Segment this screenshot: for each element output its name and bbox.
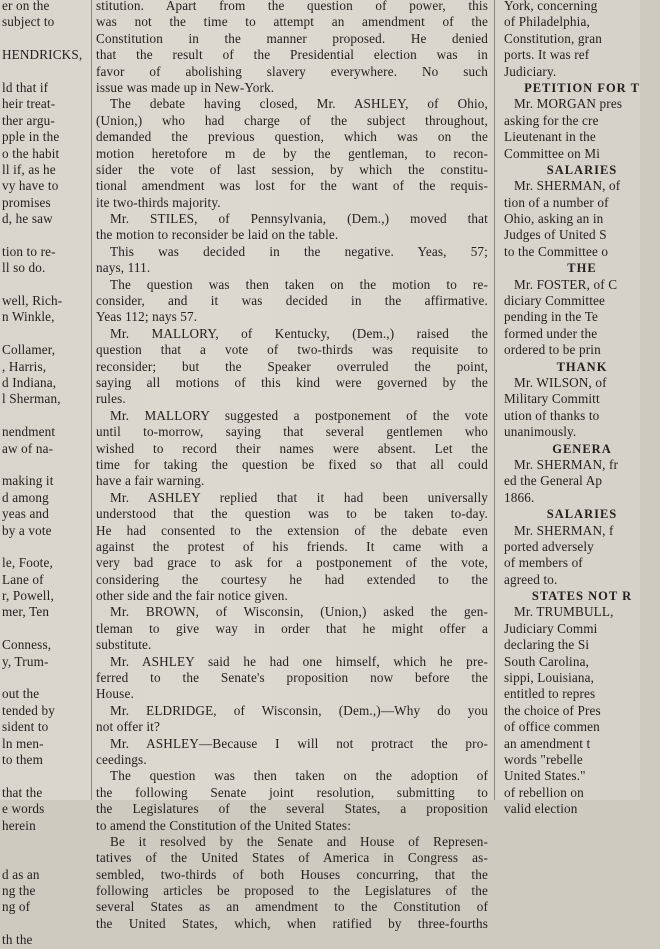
right-line: ed the General Ap: [504, 473, 603, 489]
article-line: The debate having closed, Mr. ASHLEY, of Ohio,: [110, 96, 488, 112]
right-line: entitled to repres: [504, 686, 596, 702]
article-line: motion heretofore m de by the gentleman, to recon-: [96, 145, 488, 161]
left-line: herein: [2, 817, 36, 833]
article-line: ite two-thirds majority.: [96, 194, 221, 210]
article-line: Mr. BROWN, of Wisconsin, (Union,) asked the gen-: [110, 604, 488, 620]
left-line: aw of na-: [2, 440, 54, 456]
left-line: yeas and: [2, 506, 49, 522]
section-heading: STATES NOT R: [531, 589, 633, 604]
right-line: Mr. TRUMBULL,: [514, 604, 614, 620]
article-line: Mr. MALLORY, of Kentucky, (Dem.,) raised the: [110, 325, 488, 341]
article-line: stitution. Apart from the question of power, this: [96, 0, 488, 13]
right-line: ported adversely: [504, 538, 594, 554]
right-line: diciary Committee: [504, 293, 606, 309]
right-line: to the Committee o: [504, 243, 609, 259]
left-line: vy have to: [2, 178, 59, 194]
left-line: ng the: [2, 883, 36, 899]
article-line: consider, and it was decided in the affirmative.: [96, 293, 488, 309]
article-line: saying all motions of this kind were governed by the: [96, 374, 488, 390]
left-line: [0, 227, 88, 243]
right-line: Mr. FOSTER, of C: [514, 276, 618, 292]
right-line: United States.": [504, 768, 586, 784]
left-line: d Indiana,: [2, 374, 57, 390]
left-line: e words: [2, 801, 45, 817]
article-line: ferred to the Senate's proposition now before the: [96, 670, 488, 686]
section-heading: SALARIES: [546, 162, 618, 177]
middle-column: [96, 0, 488, 931]
left-line: [0, 670, 88, 686]
article-line: Yeas 112; nays 57.: [96, 309, 198, 325]
right-line: Judiciary.: [504, 63, 557, 79]
left-line: ng of: [2, 899, 31, 915]
article-line: substitute.: [96, 637, 152, 653]
right-line: words "rebelle: [504, 751, 583, 767]
right-line: Military Committ: [504, 391, 600, 407]
article-line: favor of abolishing slavery everywhere. No such: [96, 63, 488, 79]
article-line: Constitution in the manner proposed. He denied: [96, 30, 488, 46]
left-line: [0, 768, 88, 784]
article-line: against the protest of his friends. It came with a: [96, 538, 488, 554]
left-line: Collamer,: [2, 342, 56, 358]
article-line: tional amendment was lost for the want of the requis-: [96, 178, 488, 194]
left-line: pple in the: [2, 129, 60, 145]
left-line: tended by: [2, 702, 55, 718]
article-line: several States as an amendment to the Constitution of: [96, 899, 488, 915]
left-line: well, Rich-: [2, 293, 63, 309]
column-rule-right: [494, 0, 495, 800]
left-line: [0, 457, 88, 473]
article-line: not offer it?: [96, 719, 160, 735]
article-line: Mr. ASHLEY said he had one himself, which he pre-: [110, 653, 488, 669]
left-line: [0, 850, 88, 866]
left-line: ln men-: [2, 735, 44, 751]
left-line: [0, 408, 88, 424]
article-line: Mr. ASHLEY replied that it had been universally: [110, 489, 488, 505]
left-line: [0, 64, 88, 80]
right-line: Constitution, gran: [504, 30, 602, 46]
article-line: Mr. STILES, of Pennsylvania, (Dem.,) moved that: [110, 211, 488, 227]
right-line: of members of: [504, 555, 583, 571]
right-line: Mr. SHERMAN, f: [514, 522, 614, 538]
right-line: York, concerning: [504, 0, 598, 13]
article-line: the motion to reconsider be laid on the table.: [96, 227, 339, 243]
article-line: question that a vote of two-thirds was requisite to: [96, 342, 488, 358]
left-line: er on the: [2, 0, 50, 13]
article-line: Mr. ASHLEY—Because I will not protract the pro-: [110, 735, 488, 751]
left-line: subject to: [2, 14, 55, 30]
left-line: tion to re-: [2, 243, 56, 259]
column-rule-left: [91, 0, 92, 800]
right-line: Lieutenant in the: [504, 129, 596, 145]
left-line: [0, 326, 88, 342]
right-line: valid election: [504, 801, 578, 817]
right-line: South Carolina,: [504, 653, 590, 669]
article-line: tatives of the United States of America in Congress as-: [96, 850, 488, 866]
article-line: The question was then taken on the adoption of: [110, 768, 488, 784]
article-line: wished to record their names were absent. Let the: [96, 440, 488, 456]
article-line: the Legislatures of the several States, a proposition: [96, 801, 488, 817]
right-line: Ohio, asking an in: [504, 211, 604, 227]
right-line: formed under the: [504, 325, 598, 341]
left-column: [0, 0, 88, 948]
right-line: unanimously.: [504, 424, 577, 440]
left-line: mer, Ten: [2, 604, 50, 620]
article-line: Mr. ELDRIDGE, of Wisconsin, (Dem.,)—Why do you: [110, 702, 488, 718]
right-line: of Philadelphia,: [504, 14, 590, 30]
right-line: pending in the Te: [504, 309, 599, 325]
article-line: considering the courtesy he had extended to the: [96, 571, 488, 587]
article-line: have a fair warning.: [96, 473, 205, 489]
right-line: tion of a number of: [504, 194, 609, 210]
left-line: that the: [2, 784, 43, 800]
left-line: making it: [2, 473, 54, 489]
right-line: 1866.: [504, 489, 535, 505]
article-line: that the result of the Presidential election was in: [96, 47, 488, 63]
left-line: d among: [2, 489, 49, 505]
article-line: He had consented to the extension of the debate even: [96, 522, 488, 538]
left-line: l Sherman,: [2, 391, 61, 407]
right-line: sippi, Louisiana,: [504, 670, 595, 686]
left-line: d, he saw: [2, 211, 53, 227]
left-line: by a vote: [2, 522, 52, 538]
article-line: until to-morrow, saying that several gentlemen who: [96, 424, 488, 440]
article-line: the following Senate joint resolution, submitting to: [96, 784, 488, 800]
left-line: th the: [2, 932, 33, 948]
right-column: [500, 0, 660, 817]
section-heading: SALARIES: [546, 507, 618, 522]
left-line: [0, 621, 88, 637]
article-line: issue was made up in New-York.: [96, 79, 275, 95]
right-line: agreed to.: [504, 571, 558, 587]
left-line: [0, 277, 88, 293]
left-line: y, Trum-: [2, 653, 49, 669]
left-line: o the habit: [2, 145, 60, 161]
right-line: Judges of United S: [504, 227, 607, 243]
left-line: , Harris,: [2, 358, 47, 374]
right-line: ution of thanks to: [504, 407, 600, 423]
left-line: [0, 834, 88, 850]
article-line: Be it resolved by the Senate and House of Represen-: [110, 833, 488, 849]
article-line: reconsider; but the Speaker overruled the point,: [96, 358, 488, 374]
article-line: following articles be proposed to the Legislatures of the: [96, 883, 488, 899]
right-line: of rebellion on: [504, 784, 584, 800]
article-line: ceedings.: [96, 751, 147, 767]
section-heading: GENERA: [552, 441, 612, 456]
left-line: Conness,: [2, 637, 52, 653]
article-line: House.: [96, 686, 134, 702]
left-line: ll so do.: [2, 260, 46, 276]
left-line: promises: [2, 194, 51, 210]
right-line: declaring the Si: [504, 637, 590, 653]
section-heading: THE: [567, 261, 597, 276]
article-line: rules.: [96, 391, 126, 407]
right-column-body: [500, 0, 660, 818]
article-line: other side and the fair notice given.: [96, 588, 288, 604]
right-line: Mr. SHERMAN, of: [514, 178, 621, 194]
right-line: of office commen: [504, 719, 600, 735]
left-line: nendment: [2, 424, 56, 440]
right-line: ports. It was ref: [504, 47, 590, 63]
article-line: This was decided in the negative. Yeas, 57;: [110, 243, 488, 259]
article-line: demanded the previous question, which was on the: [96, 129, 488, 145]
article-line: Mr. MALLORY suggested a postponement of the vote: [110, 407, 488, 423]
right-line: asking for the cre: [504, 112, 599, 128]
article-line: The question was then taken on the motion to re-: [110, 276, 488, 292]
article-line: time for taking the question be fixed so that all could: [96, 456, 488, 472]
left-line: sident to: [2, 719, 49, 735]
article-line: (Union,) who had charge of the subject throughout,: [96, 112, 488, 128]
right-line: Mr. WILSON, of: [514, 374, 607, 390]
right-line: Judiciary Commi: [504, 620, 598, 636]
article-line: sembled, two-thirds of both Houses concurring, that the: [96, 866, 488, 882]
left-line: heir treat-: [2, 96, 56, 112]
article-line: nays, 111.: [96, 260, 151, 276]
article-line: very bad grace to ask for a postponement of the vote,: [96, 555, 488, 571]
left-line: [0, 31, 88, 47]
article-line: sider the vote of last session, by which the constitu-: [96, 161, 488, 177]
left-line: to them: [2, 751, 43, 767]
right-line: ordered to be prin: [504, 342, 601, 358]
right-line: Mr. SHERMAN, fr: [514, 456, 619, 472]
left-line: [0, 916, 88, 932]
section-heading: PETITION FOR T: [524, 80, 640, 95]
article-line: to amend the Constitution of the United States:: [96, 817, 352, 833]
left-line: ld that if: [2, 79, 49, 95]
right-line: Committee on Mi: [504, 145, 601, 161]
article-line: understood that the question was to be taken to-day.: [96, 506, 488, 522]
left-line: ll if, as he: [2, 161, 56, 177]
left-column-body: [0, 0, 88, 949]
left-line: [0, 539, 88, 555]
article-line: was not the time to attempt an amendment of the: [96, 14, 488, 30]
left-line: r, Powell,: [2, 588, 54, 604]
left-line: out the: [2, 686, 40, 702]
article-line: the United States, which, when ratified by three-fourths: [96, 915, 488, 931]
middle-column-body: [96, 0, 488, 932]
left-line: d as an: [2, 866, 40, 882]
left-line: n Winkle,: [2, 309, 55, 325]
article-line: tleman to give way in order that he might offer a: [96, 620, 488, 636]
left-line: ther argu-: [2, 112, 55, 128]
right-line: the choice of Pres: [504, 702, 601, 718]
left-line: HENDRICKS,: [2, 47, 83, 63]
right-line: an amendment t: [504, 735, 591, 751]
right-line: Mr. MORGAN pres: [514, 96, 623, 112]
left-line: Lane of: [2, 571, 44, 587]
left-line: le, Foote,: [2, 555, 53, 571]
section-heading: THANK: [556, 359, 608, 374]
